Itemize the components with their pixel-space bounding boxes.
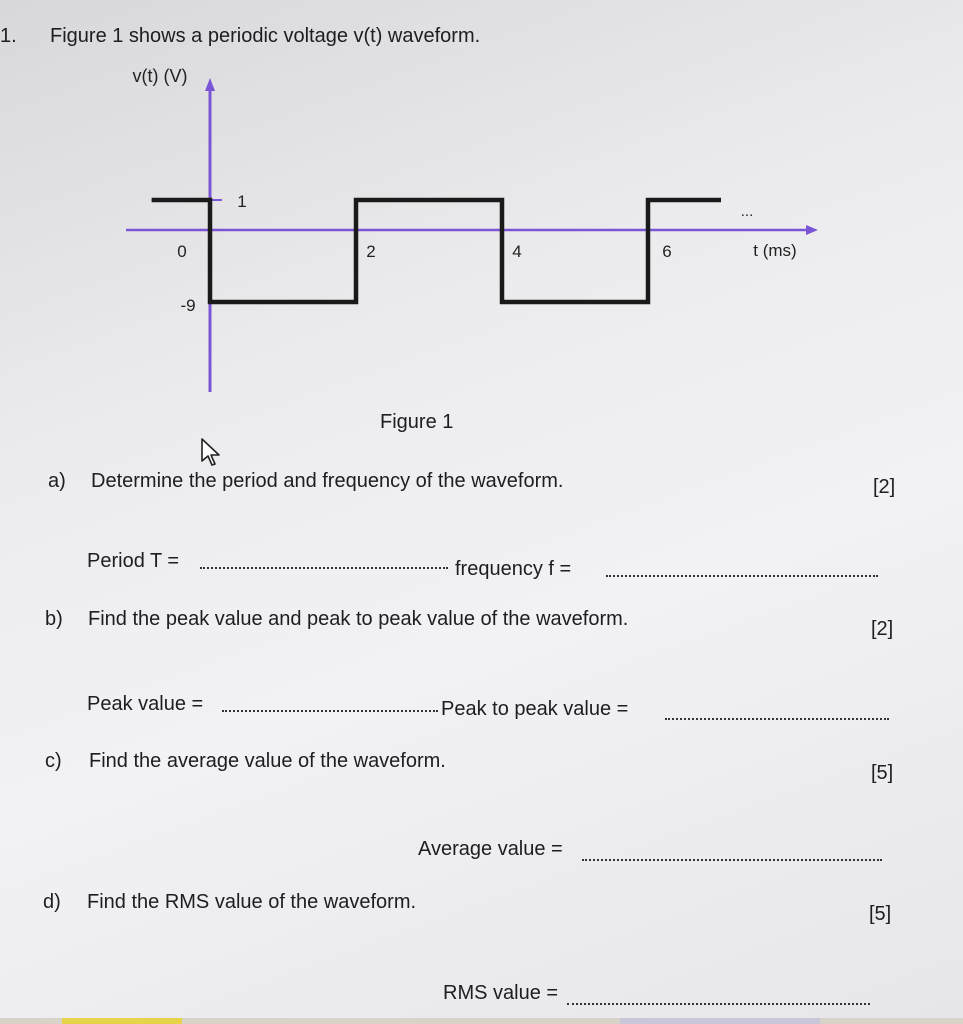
rms-value-answer-line[interactable] xyxy=(567,1002,870,1005)
part-a-label: a) xyxy=(48,470,66,492)
part-b-question: Find the peak value and peak to peak value of the waveform. xyxy=(88,608,629,630)
part-c-marks: [5] xyxy=(871,762,894,784)
frequency-label: frequency f = xyxy=(455,558,572,580)
part-b-marks: [2] xyxy=(871,618,894,640)
period-answer-line[interactable] xyxy=(200,566,448,569)
y-axis-arrow-icon xyxy=(205,78,215,91)
waveform-figure xyxy=(0,50,963,470)
part-d-question: Find the RMS value of the waveform. xyxy=(87,891,417,913)
tick-label-high: 1 xyxy=(237,192,247,211)
part-c-question: Find the average value of the waveform. xyxy=(89,750,446,772)
tick-label-low: -9 xyxy=(180,296,196,315)
period-label: Period T = xyxy=(87,550,180,572)
part-a-question: Determine the period and frequency of the waveform. xyxy=(91,470,564,492)
tick-label-t6: 6 xyxy=(662,242,672,261)
waveform xyxy=(152,200,721,302)
peak-to-peak-answer-line[interactable] xyxy=(665,717,889,720)
tick-label-zero: 0 xyxy=(177,242,187,261)
rms-value-label: RMS value = xyxy=(443,982,559,1004)
x-axis-arrow-icon xyxy=(806,225,818,235)
part-d-label: d) xyxy=(43,891,61,913)
continuation-ellipsis: ... xyxy=(740,203,754,220)
question-intro: Figure 1 shows a periodic voltage v(t) waveform. xyxy=(50,25,481,47)
x-axis-label: t (ms) xyxy=(753,241,797,260)
lavender-object xyxy=(620,1018,820,1024)
tick-label-t2: 2 xyxy=(366,242,376,261)
page-edge-strip xyxy=(0,1018,963,1024)
average-value-label: Average value = xyxy=(418,838,563,860)
axes xyxy=(126,78,818,392)
part-a-marks: [2] xyxy=(873,476,896,498)
y-axis-label: v(t) (V) xyxy=(132,66,188,86)
part-b-label: b) xyxy=(45,608,63,630)
part-d-marks: [5] xyxy=(869,903,892,925)
tick-label-t4: 4 xyxy=(512,242,522,261)
part-c-label: c) xyxy=(45,750,62,772)
mouse-cursor-icon xyxy=(200,437,222,467)
waveform-line xyxy=(152,200,721,302)
average-value-answer-line[interactable] xyxy=(582,858,882,861)
peak-value-answer-line[interactable] xyxy=(222,709,438,712)
frequency-answer-line[interactable] xyxy=(606,574,878,577)
axis-labels xyxy=(133,66,797,315)
peak-to-peak-label: Peak to peak value = xyxy=(441,698,629,720)
yellow-object xyxy=(62,1018,182,1024)
peak-value-label: Peak value = xyxy=(87,693,204,715)
question-number: 1. xyxy=(0,25,17,47)
figure-caption: Figure 1 xyxy=(380,411,454,433)
